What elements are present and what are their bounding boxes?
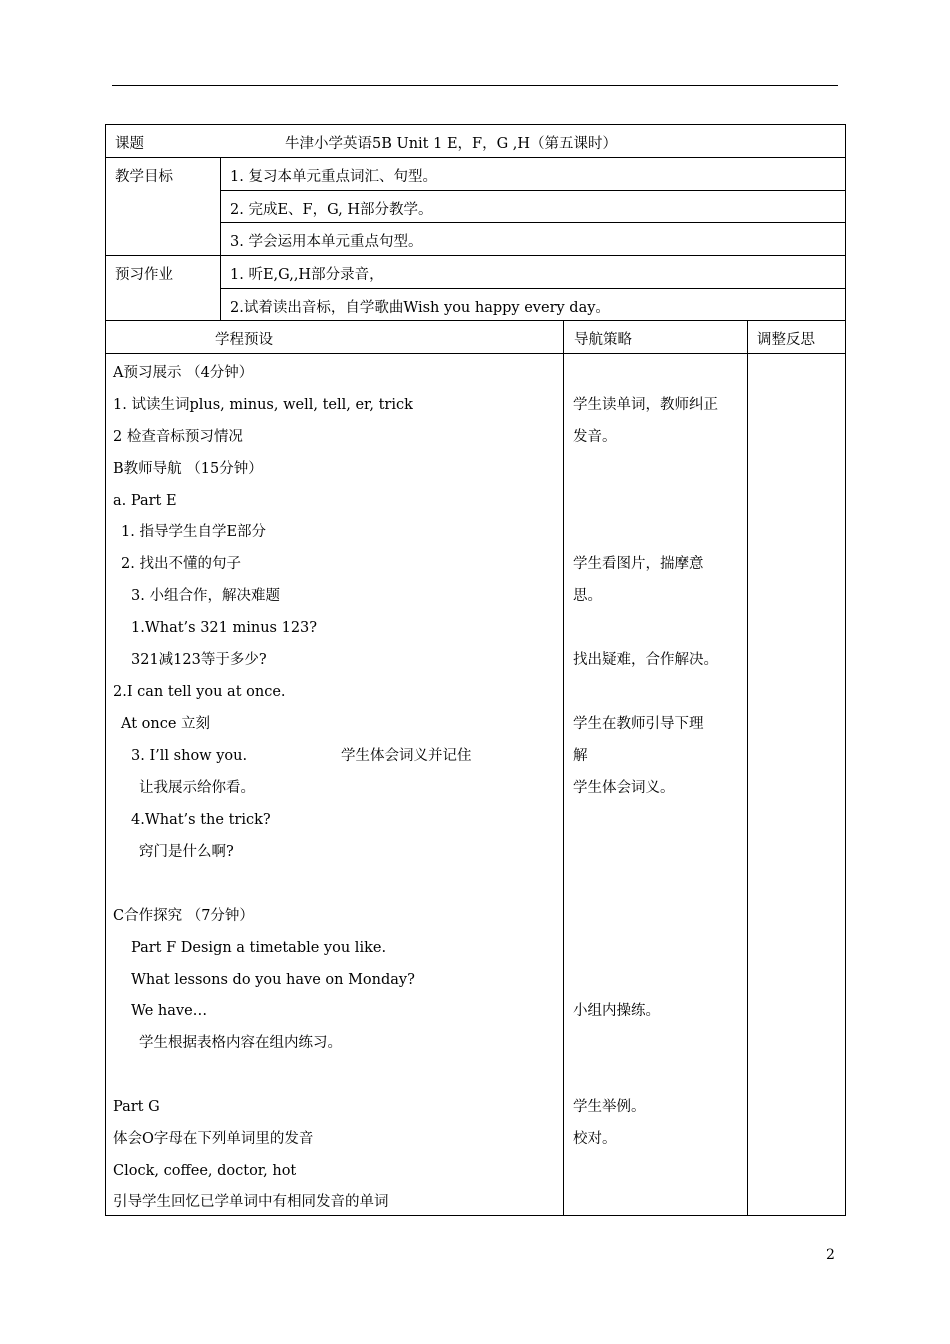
table-border-right <box>845 124 846 1216</box>
process-line: 1. 试读生词plus, minus, well, tell, er, trick <box>113 397 413 413</box>
strategy-line: 发音。 <box>573 429 617 445</box>
goal-item: 3. 学会运用本单元重点句型。 <box>230 234 423 250</box>
process-line: We have… <box>131 1003 208 1019</box>
strategy-line: 学生体会词义。 <box>573 780 675 796</box>
row-divider <box>220 222 846 223</box>
row-divider <box>105 255 846 256</box>
header-reflection: 调整反思 <box>757 332 815 348</box>
preview-item: 2.试着读出音标，自学歌曲Wish you happy every day。 <box>230 300 610 316</box>
row-divider <box>105 320 846 321</box>
process-line: 学生根据表格内容在组内练习。 <box>139 1035 342 1051</box>
process-line: 1. 指导学生自学E部分 <box>121 524 267 540</box>
process-line: a. Part E <box>113 493 177 509</box>
row-divider <box>220 190 846 191</box>
title-label: 课题 <box>115 136 144 152</box>
row-divider <box>105 353 846 354</box>
process-line: 让我展示给你看。 <box>139 780 255 796</box>
lesson-title: 牛津小学英语5B Unit 1 E，F，G ,H（第五课时） <box>285 136 618 152</box>
strategy-line: 思。 <box>573 588 602 604</box>
process-line: Part F Design a timetable you like. <box>131 940 387 956</box>
strategy-line: 解 <box>573 748 588 764</box>
process-line: A预习展示 （4分钟） <box>113 365 254 381</box>
page-number: 2 <box>826 1247 835 1263</box>
column-divider <box>220 157 221 321</box>
process-line: C合作探究 （7分钟） <box>113 908 254 924</box>
process-line: 引导学生回忆已学单词中有相同发音的单词 <box>113 1194 389 1210</box>
goals-label: 教学目标 <box>115 169 173 185</box>
table-border-left <box>105 124 106 1216</box>
process-line: 4.What’s the trick? <box>131 812 271 828</box>
header-rule <box>112 85 838 86</box>
process-line: 321减123等于多少? <box>131 652 267 668</box>
process-line: 2 检查音标预习情况 <box>113 429 243 445</box>
process-line: 3. I’ll show you. <box>131 748 248 764</box>
process-line: Part G <box>113 1099 160 1115</box>
goal-item: 2. 完成E、F，G, H部分教学。 <box>230 202 433 218</box>
header-strategy: 导航策略 <box>574 332 632 348</box>
process-line: 2.I can tell you at once. <box>113 684 286 700</box>
column-divider <box>563 320 564 1216</box>
table-border-top <box>105 124 846 125</box>
strategy-line: 找出疑难，合作解决。 <box>573 652 718 668</box>
strategy-line: 小组内操练。 <box>573 1003 660 1019</box>
process-line: 体会O字母在下列单词里的发音 <box>113 1131 314 1147</box>
strategy-line: 学生举例。 <box>573 1099 646 1115</box>
process-line: 窍门是什么啊? <box>139 844 234 860</box>
column-divider <box>747 320 748 1216</box>
table-border-bottom <box>105 1215 846 1216</box>
strategy-line: 校对。 <box>573 1131 617 1147</box>
strategy-line: 学生看图片，揣摩意 <box>573 556 704 572</box>
process-line: At once 立刻 <box>121 716 211 732</box>
row-divider <box>105 157 846 158</box>
preview-item: 1. 听E,G,,H部分录音， <box>230 267 384 283</box>
strategy-line: 学生在教师引导下理 <box>573 716 704 732</box>
process-line: Clock, coffee, doctor, hot <box>113 1163 297 1179</box>
process-line: What lessons do you have on Monday? <box>131 972 415 988</box>
process-line: 学生体会词义并记住 <box>341 748 472 764</box>
header-process: 学程预设 <box>215 332 273 348</box>
goal-item: 1. 复习本单元重点词汇、句型。 <box>230 169 437 185</box>
strategy-line: 学生读单词，教师纠正 <box>573 397 718 413</box>
process-line: 2. 找出不懂的句子 <box>121 556 241 572</box>
row-divider <box>220 288 846 289</box>
preview-label: 预习作业 <box>115 267 173 283</box>
process-line: 1.What’s 321 minus 123? <box>131 620 318 636</box>
process-line: 3. 小组合作，解决难题 <box>131 588 280 604</box>
process-line: B教师导航 （15分钟） <box>113 461 263 477</box>
